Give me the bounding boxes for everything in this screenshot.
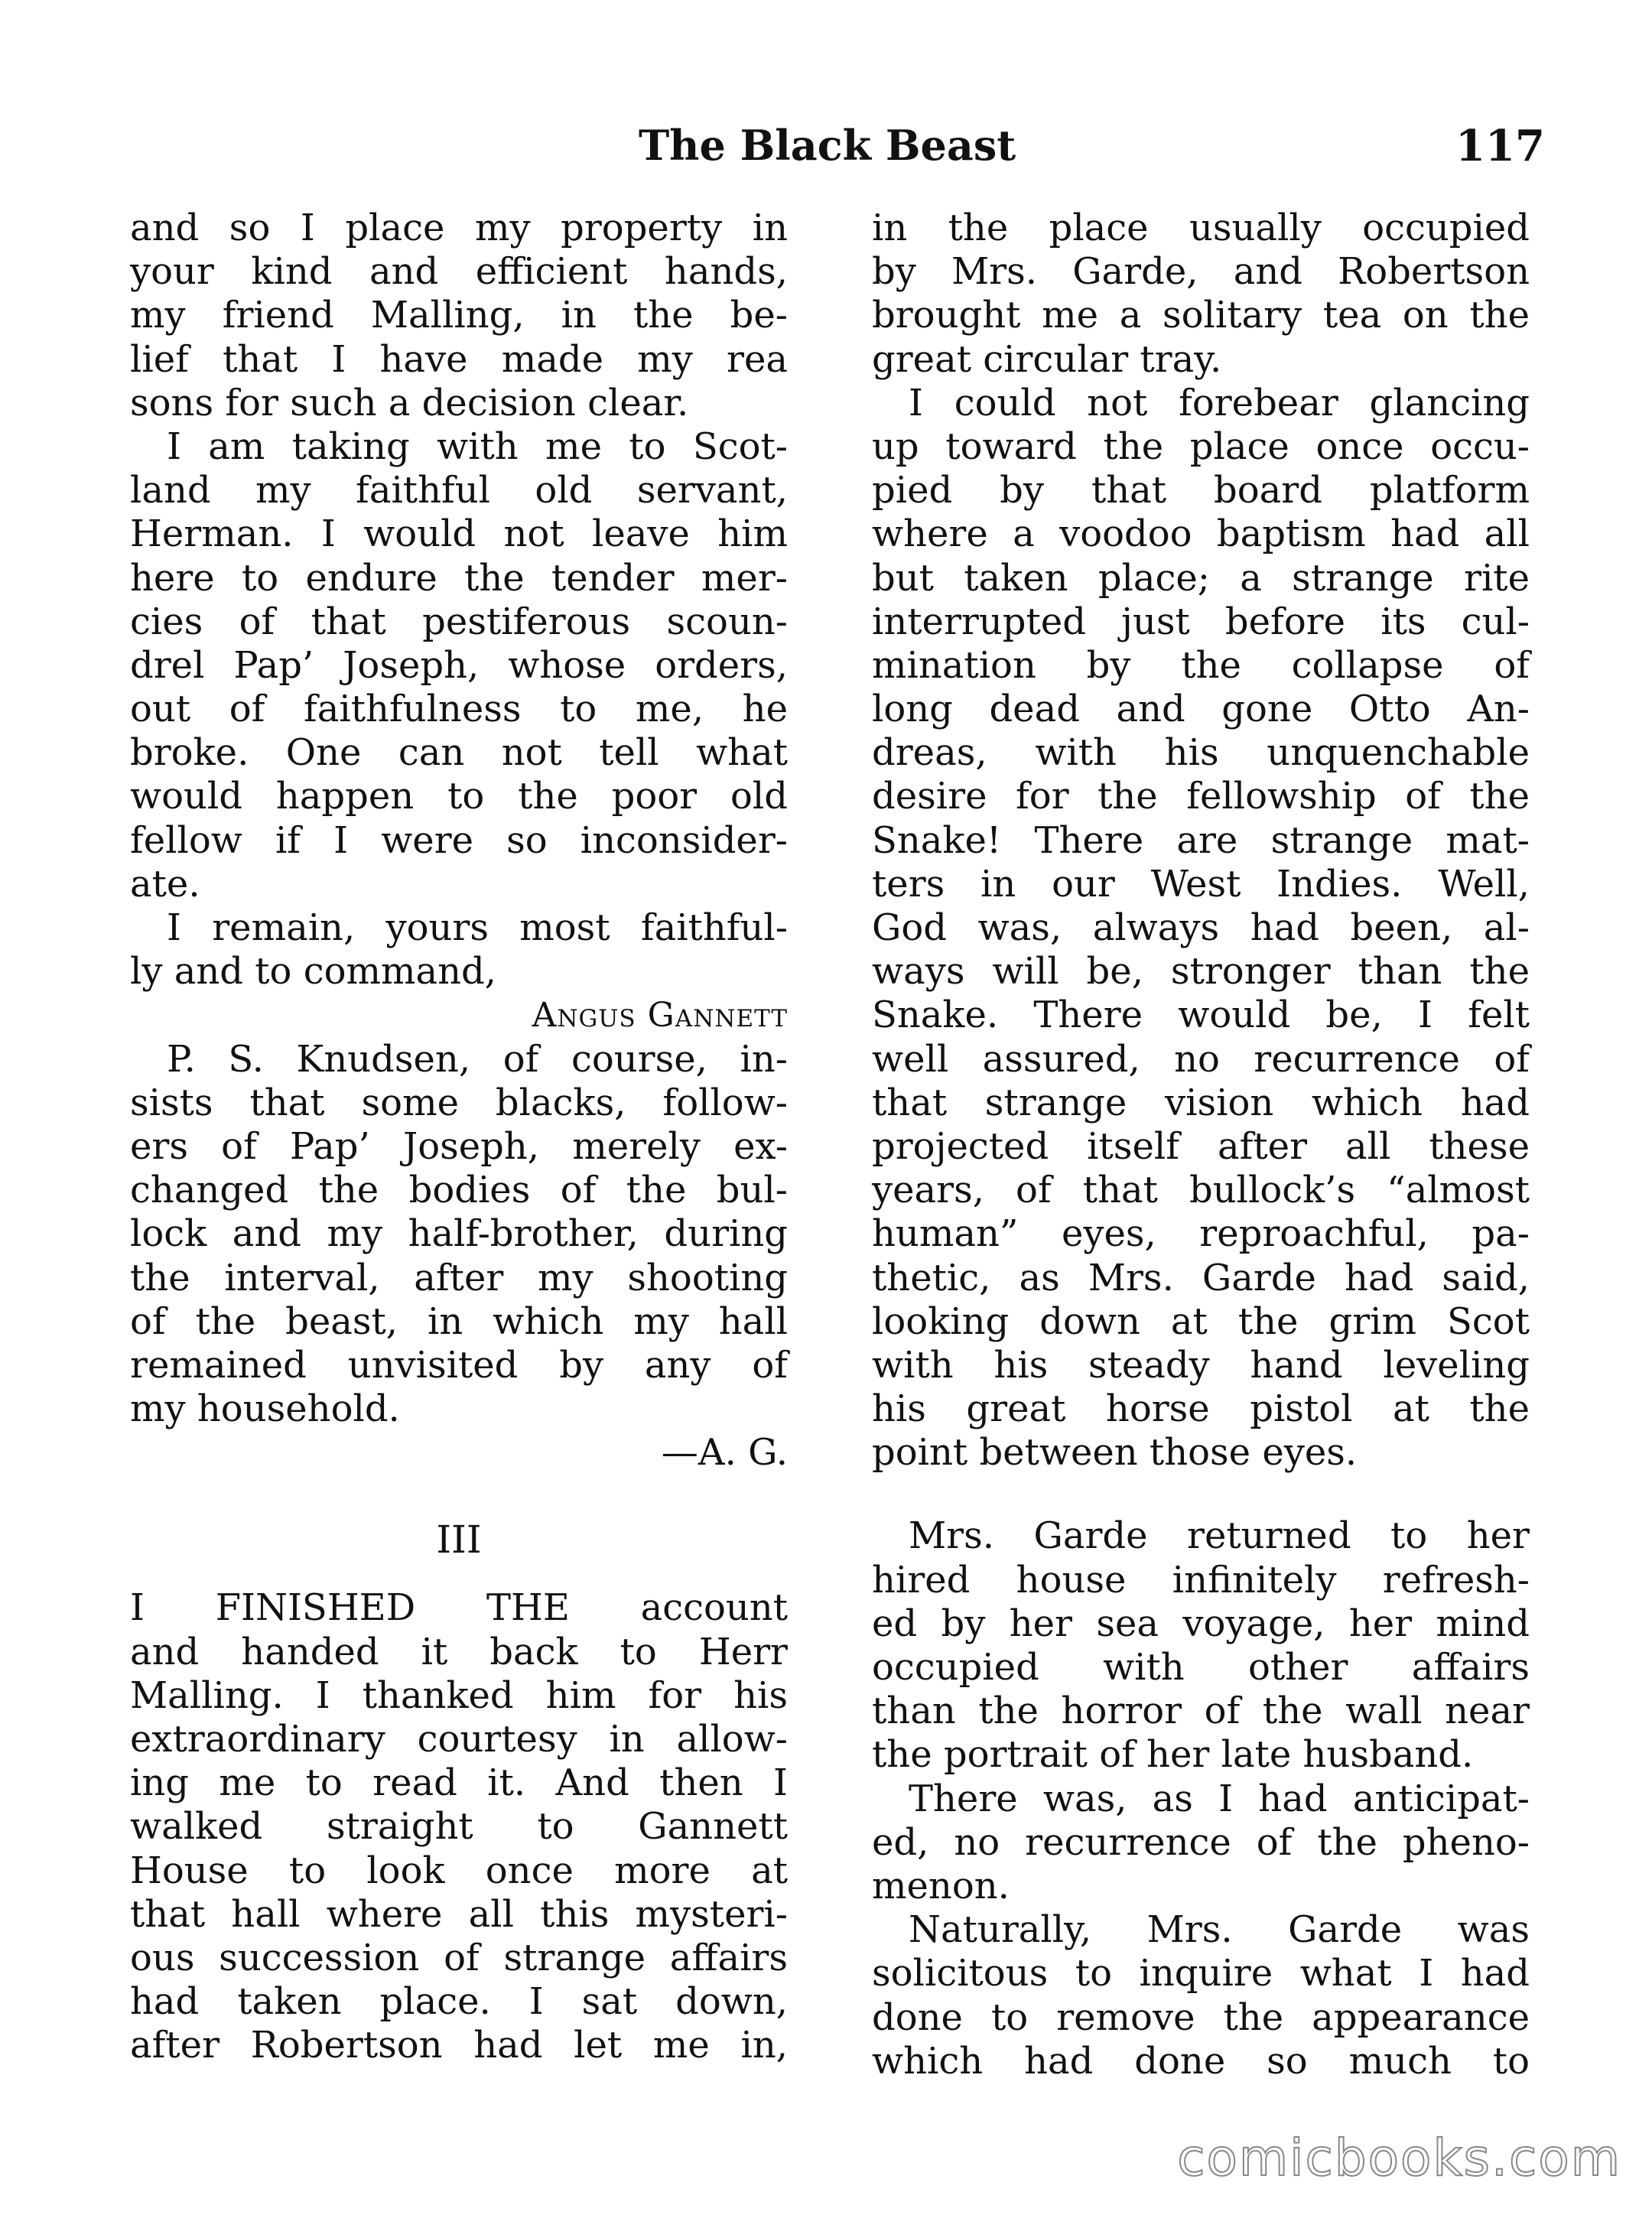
section-body bbox=[130, 1586, 788, 2067]
text-line: walked straight to Gannett bbox=[130, 1805, 788, 1849]
text-line: ate. bbox=[130, 862, 200, 906]
text-line: up toward the place once occu- bbox=[872, 424, 1530, 468]
text-line: land my faithful old servant, bbox=[130, 469, 788, 512]
text-line: after Robertson had let me in, bbox=[130, 2024, 788, 2067]
text-line: changed the bodies of the bul- bbox=[130, 1169, 788, 1212]
text-line: mination by the collapse of bbox=[872, 643, 1530, 687]
text-line: I remain, yours most faithful- bbox=[130, 906, 788, 949]
text-line: which had done so much to bbox=[872, 2039, 1530, 2083]
text-line: occupied with other affairs bbox=[872, 1646, 1530, 1689]
text-line: had taken place. I sat down, bbox=[130, 1980, 788, 2024]
text-line: that hall where all this mysteri- bbox=[130, 1892, 788, 1936]
page-number: 117 bbox=[1455, 121, 1545, 171]
text-line: in the place usually occupied bbox=[872, 207, 1530, 249]
watermark: comicbooks.com bbox=[1177, 2129, 1621, 2187]
text-line: lief that I have made my rea bbox=[130, 337, 788, 381]
section-break bbox=[872, 1475, 1530, 1514]
text-line: where a voodoo baptism had all bbox=[872, 512, 1530, 556]
text-line: with his steady hand leveling bbox=[872, 1343, 1530, 1387]
text-line: House to look once more at bbox=[130, 1849, 788, 1892]
text-line: I FINISHED THE account bbox=[130, 1586, 788, 1630]
paragraph-group bbox=[872, 207, 1530, 1475]
text-line: and so I place my property in bbox=[130, 207, 788, 249]
letter-body bbox=[130, 207, 788, 1038]
text-line: drel Pap’ Joseph, whose orders, bbox=[130, 643, 788, 687]
text-line: interrupted just before its cul- bbox=[872, 600, 1530, 643]
text-line: Malling. I thanked him for his bbox=[130, 1673, 788, 1717]
text-line: desire for the fellowship of the bbox=[872, 775, 1530, 818]
text-line: out of faithfulness to me, he bbox=[130, 688, 788, 731]
text-line: here to endure the tender mer- bbox=[130, 556, 788, 600]
text-line: Herman. I would not leave him bbox=[130, 512, 788, 556]
text-line: I am taking with me to Scot- bbox=[130, 424, 788, 468]
text-line: your kind and efficient hands, bbox=[130, 250, 788, 294]
text-line: fellow if I were so inconsider- bbox=[130, 818, 788, 862]
text-line: sists that some blacks, follow- bbox=[130, 1081, 788, 1124]
text-line: ways will be, stronger than the bbox=[872, 950, 1530, 994]
text-line: remained unvisited by any of bbox=[130, 1343, 788, 1387]
text-line: solicitous to inquire what I had bbox=[872, 1952, 1530, 1995]
text-line: brought me a solitary tea on the bbox=[872, 294, 1530, 337]
text-line: lock and my half-brother, during bbox=[130, 1212, 788, 1256]
postscript-initials: —A. G. bbox=[661, 1431, 788, 1475]
text-line: ing me to read it. And then I bbox=[130, 1761, 788, 1805]
text-line: menon. bbox=[872, 1864, 1010, 1907]
text-line: looking down at the grim Scot bbox=[872, 1299, 1530, 1343]
text-line: pied by that board platform bbox=[872, 469, 1530, 512]
text-line: ed, no recurrence of the pheno- bbox=[872, 1820, 1530, 1864]
left-column bbox=[130, 207, 788, 2068]
text-line: but taken place; a strange rite bbox=[872, 556, 1530, 600]
text-line: and handed it back to Herr bbox=[130, 1630, 788, 1673]
text-line: Mrs. Garde returned to her bbox=[872, 1514, 1530, 1558]
text-line: years, of that bullock’s “almost bbox=[872, 1169, 1530, 1212]
text-line: ed by her sea voyage, her mind bbox=[872, 1602, 1530, 1645]
text-line: point between those eyes. bbox=[872, 1431, 1358, 1475]
text-line: the portrait of her late husband. bbox=[872, 1733, 1474, 1777]
text-line: by Mrs. Garde, and Robertson bbox=[872, 250, 1530, 294]
postscript bbox=[130, 1038, 788, 1475]
text-line: There was, as I had anticipat- bbox=[872, 1777, 1530, 1820]
text-line: done to remove the appearance bbox=[872, 1995, 1530, 2039]
text-line: ers of Pap’ Joseph, merely ex- bbox=[130, 1124, 788, 1168]
text-line: the interval, after my shooting bbox=[130, 1256, 788, 1299]
text-line: Snake! There are strange mat- bbox=[872, 818, 1530, 862]
text-line: that strange vision which had bbox=[872, 1081, 1530, 1124]
text-line: my friend Malling, in the be- bbox=[130, 294, 788, 337]
text-line: sons for such a decision clear. bbox=[130, 381, 689, 424]
text-line: of the beast, in which my hall bbox=[130, 1299, 788, 1343]
text-line: ous succession of strange affairs bbox=[130, 1936, 788, 1979]
text-line: would happen to the poor old bbox=[130, 775, 788, 818]
text-line: hired house infinitely refresh- bbox=[872, 1558, 1530, 1602]
text-line: broke. One can not tell what bbox=[130, 731, 788, 775]
running-title: The Black Beast bbox=[639, 121, 1016, 170]
text-line: ly and to command, bbox=[130, 950, 497, 994]
text-line: dreas, with his unquenchable bbox=[872, 731, 1530, 775]
text-line: cies of that pestiferous scoun- bbox=[130, 600, 788, 643]
letter-signature: Angus Gannett bbox=[532, 996, 788, 1036]
right-column bbox=[872, 207, 1530, 2083]
text-line: projected itself after all these bbox=[872, 1124, 1530, 1168]
text-line: great circular tray. bbox=[872, 337, 1222, 381]
text-line: than the horror of the wall near bbox=[872, 1690, 1530, 1733]
text-line: God was, always had been, al- bbox=[872, 906, 1530, 949]
text-line: Naturally, Mrs. Garde was bbox=[872, 1908, 1530, 1952]
text-line: Snake. There would be, I felt bbox=[872, 994, 1530, 1037]
text-line: well assured, no recurrence of bbox=[872, 1037, 1530, 1081]
paragraph-group bbox=[872, 1514, 1530, 2083]
text-line: my household. bbox=[130, 1387, 400, 1431]
text-line: P. S. Knudsen, of course, in- bbox=[130, 1037, 788, 1081]
page-header bbox=[0, 121, 1652, 182]
text-line: thetic, as Mrs. Garde had said, bbox=[872, 1256, 1530, 1299]
text-line: I could not forebear glancing bbox=[872, 381, 1530, 424]
text-line: his great horse pistol at the bbox=[872, 1387, 1530, 1431]
text-line: human” eyes, reproachful, pa- bbox=[872, 1212, 1530, 1256]
text-line: long dead and gone Otto An- bbox=[872, 688, 1530, 731]
text-line: extraordinary courtesy in allow- bbox=[130, 1718, 788, 1761]
text-line: ters in our West Indies. Well, bbox=[872, 862, 1530, 906]
section-heading: III bbox=[436, 1517, 482, 1563]
